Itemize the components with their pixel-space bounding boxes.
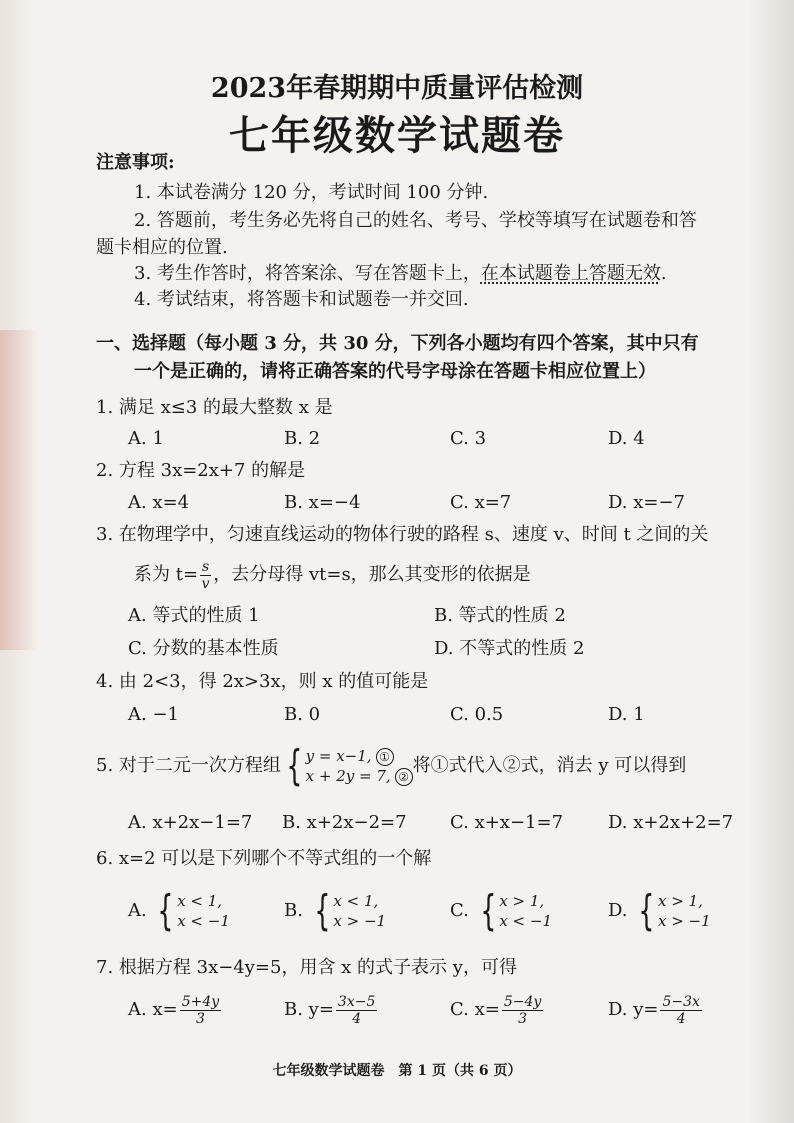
question-3-option-b: B. 等式的性质 2 — [434, 605, 566, 626]
question-2-option-d: D. x=−7 — [608, 492, 686, 513]
fraction-numerator: s — [202, 558, 210, 575]
note-3-text: 3. 考生作答时，将答案涂、写在答题卡上， — [134, 263, 481, 284]
question-5-post: 将①式代入②式，消去 y 可以得到 — [412, 755, 687, 776]
brace-icon: { — [638, 886, 655, 935]
question-7-option-d: D. y= $\frac{5-3x}{4}$ — [608, 993, 700, 1027]
question-6-option-b: B. { x < 1, x > −1 — [284, 886, 387, 935]
question-7-option-b: B. y= $\frac{3x-5}{4}$ — [284, 993, 376, 1027]
question-5-stem — [96, 742, 686, 790]
question-5-pre: 5. 对于二元一次方程组 — [96, 755, 281, 776]
page-footer: 七年级数学试题卷 第 1 页（共 6 页） — [272, 1063, 522, 1079]
section-heading-line1: 一、选择题（每小题 3 分，共 30 分，下列各小题均有四个答案，其中只有 — [96, 333, 699, 354]
question-1-option-b: B. 2 — [284, 428, 321, 449]
question-2-option-a: A. x=4 — [128, 492, 190, 513]
note-4: 4. 考试结束，将答题卡和试题卷一并交回. — [134, 289, 469, 310]
question-4-option-d: D. 1 — [608, 704, 645, 725]
question-1-stem: 1. 满足 x≤3 的最大整数 x 是 — [96, 397, 333, 418]
question-3-stem-cont — [134, 557, 531, 593]
equation-system — [281, 741, 413, 790]
question-4-stem: 4. 由 2<3，得 2x>3x，则 x 的值可能是 — [96, 671, 429, 692]
question-1-option-a: A. 1 — [128, 428, 164, 449]
question-1-option-d: D. 4 — [608, 428, 645, 449]
note-3 — [134, 262, 667, 286]
question-6-option-c: C. { x > 1, x < −1 — [450, 886, 553, 935]
question-6-option-d: D. { x > 1, x > −1 — [608, 886, 711, 935]
note-1: 1. 本试卷满分 120 分，考试时间 100 分钟. — [134, 182, 489, 203]
question-3-option-a: A. 等式的性质 1 — [128, 605, 260, 626]
brace-icon: { — [286, 741, 303, 790]
question-3-post: ，去分母得 vt=s，那么其变形的依据是 — [213, 564, 531, 585]
notes-heading: 注意事项: — [96, 152, 175, 173]
question-5-option-c: C. x+x−1=7 — [450, 812, 564, 833]
question-7-option-a: A. x= $\frac{5+4y}{3}$ — [128, 993, 220, 1027]
question-5-option-b: B. x+2x−2=7 — [282, 812, 407, 833]
question-4-option-b: B. 0 — [284, 704, 321, 725]
question-3-fraction — [200, 560, 211, 591]
exam-title: 2023年春期期中质量评估检测 — [210, 73, 584, 104]
section-heading-line2: 一个是正确的，请将正确答案的代号字母涂在答题卡相应位置上） — [134, 361, 656, 382]
question-4-option-c: C. 0.5 — [450, 704, 504, 725]
note-2: 2. 答题前，考生务必先将自己的姓名、考号、学校等填写在试题卷和答 — [134, 210, 697, 231]
question-7-option-c: C. x= $\frac{5-4y}{3}$ — [450, 993, 542, 1027]
question-2-option-c: C. x=7 — [450, 492, 512, 513]
question-6-stem: 6. x=2 可以是下列哪个不等式组的一个解 — [96, 848, 432, 869]
question-1-option-c: C. 3 — [450, 428, 487, 449]
brace-icon: { — [157, 886, 174, 935]
question-5-option-d: D. x+2x+2=7 — [608, 812, 734, 833]
brace-icon: { — [314, 886, 331, 935]
question-7-stem: 7. 根据方程 3x−4y=5，用含 x 的式子表示 y，可得 — [96, 957, 517, 978]
question-3-option-c: C. 分数的基本性质 — [128, 638, 279, 659]
question-2-stem: 2. 方程 3x=2x+7 的解是 — [96, 460, 306, 481]
equation-row: x + 2y = 7, ② — [306, 766, 413, 786]
question-2-option-b: B. x=−4 — [284, 492, 361, 513]
exam-subtitle: 七年级数学试题卷 — [229, 112, 565, 159]
question-3-pre: 系为 t= — [134, 564, 199, 585]
question-3-stem: 3. 在物理学中，匀速直线运动的物体行驶的路程 s、速度 v、时间 t 之间的关 — [96, 524, 709, 545]
note-2-cont: 题卡相应的位置. — [96, 237, 228, 258]
circle-mark: ① — [376, 748, 394, 766]
question-5-option-a: A. x+2x−1=7 — [128, 812, 253, 833]
equation-row: y = x−1, ① — [306, 746, 413, 766]
question-3-option-d: D. 不等式的性质 2 — [434, 638, 585, 659]
fraction-denominator: v — [201, 575, 210, 592]
circle-mark: ② — [395, 768, 413, 786]
brace-icon: { — [479, 886, 496, 935]
question-4-option-a: A. −1 — [128, 704, 179, 725]
question-6-option-a: A. { x < 1, x < −1 — [128, 886, 230, 935]
note-3-end: . — [660, 263, 667, 284]
note-3-emphasis: 在本试题卷上答题无效 — [480, 263, 661, 284]
